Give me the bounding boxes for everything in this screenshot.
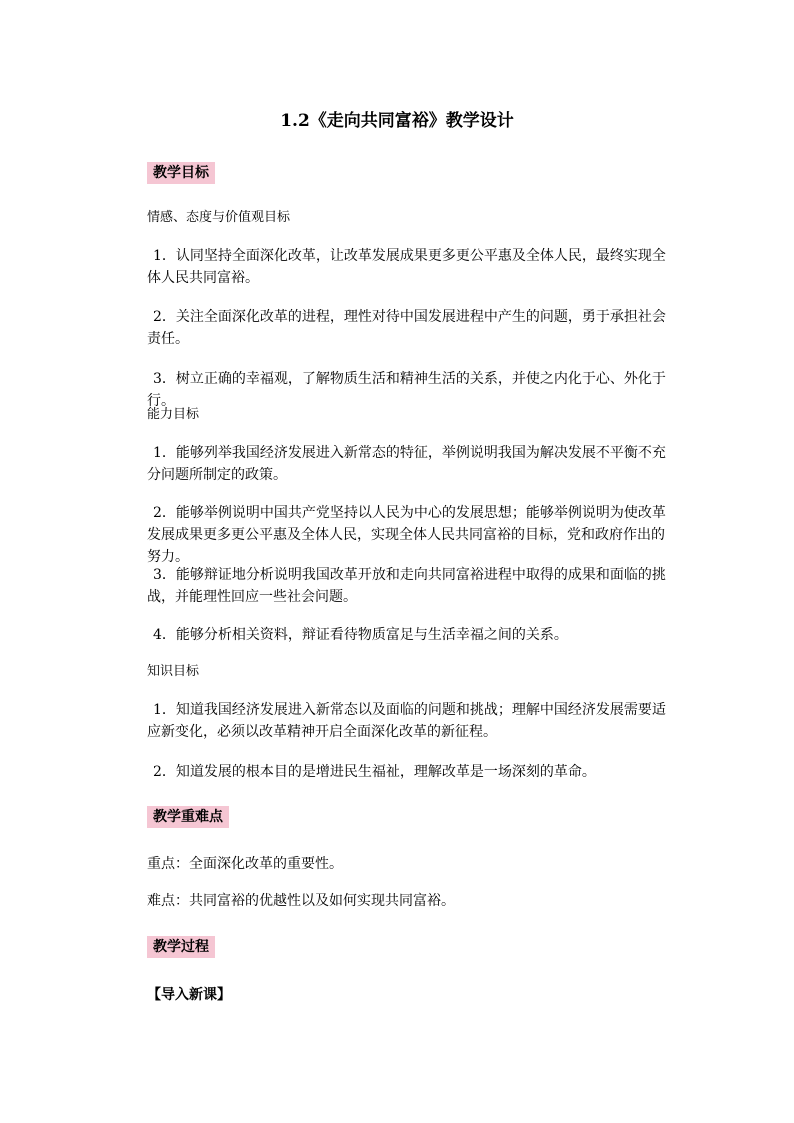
key-point: 重点：全面深化改革的重要性。 bbox=[147, 856, 343, 872]
ability-item-1: 1．能够列举我国经济发展进入新常态的特征，举例说明我国为解决发展不平衡不充分问题所制定的政策。 bbox=[147, 445, 666, 483]
ability-item-2: 2．能够举例说明中国共产党坚持以人民为中心的发展思想；能够举例说明为使改革发展成果更多更公平惠及全体人民，实现全体人民共同富裕的目标，党和政府作出的努力。 bbox=[147, 505, 666, 565]
emotion-item-1: 1．认同坚持全面深化改革，让改革发展成果更多更公平惠及全体人民，最终实现全体人民共同富裕。 bbox=[147, 248, 666, 286]
knowledge-item-1: 1．知道我国经济发展进入新常态以及面临的问题和挑战；理解中国经济发展需要适应新变化，必须以改革精神开启全面深化改革的新征程。 bbox=[147, 702, 666, 740]
emotion-item-2: 2．关注全面深化改革的进程，理性对待中国发展进程中产生的问题，勇于承担社会责任。 bbox=[147, 309, 666, 347]
ability-objectives-heading: 能力目标 bbox=[147, 407, 200, 422]
emotion-objectives-heading: 情感、态度与价值观目标 bbox=[147, 210, 291, 225]
knowledge-item-2: 2．知道发展的根本目的是增进民生福祉，理解改革是一场深刻的革命。 bbox=[153, 764, 596, 780]
ability-item-4: 4．能够分析相关资料，辩证看待物质富足与生活幸福之间的关系。 bbox=[153, 627, 568, 643]
ability-item-3: 3．能够辩证地分析说明我国改革开放和走向共同富裕进程中取得的成果和面临的挑战，并能理性回应一些社会问题。 bbox=[147, 567, 666, 605]
knowledge-objectives-heading: 知识目标 bbox=[147, 664, 200, 679]
section-label-process: 教学过程 bbox=[147, 936, 215, 958]
intro-heading: 【导入新课】 bbox=[147, 987, 231, 1003]
section-label-objectives: 教学目标 bbox=[147, 162, 215, 184]
section-label-key-points: 教学重难点 bbox=[147, 806, 229, 828]
difficult-point: 难点：共同富裕的优越性以及如何实现共同富裕。 bbox=[147, 893, 455, 909]
emotion-item-3: 3．树立正确的幸福观，了解物质生活和精神生活的关系，并使之内化于心、外化于行。 bbox=[147, 371, 666, 409]
document-title: 1.2《走向共同富裕》教学设计 bbox=[280, 111, 514, 131]
